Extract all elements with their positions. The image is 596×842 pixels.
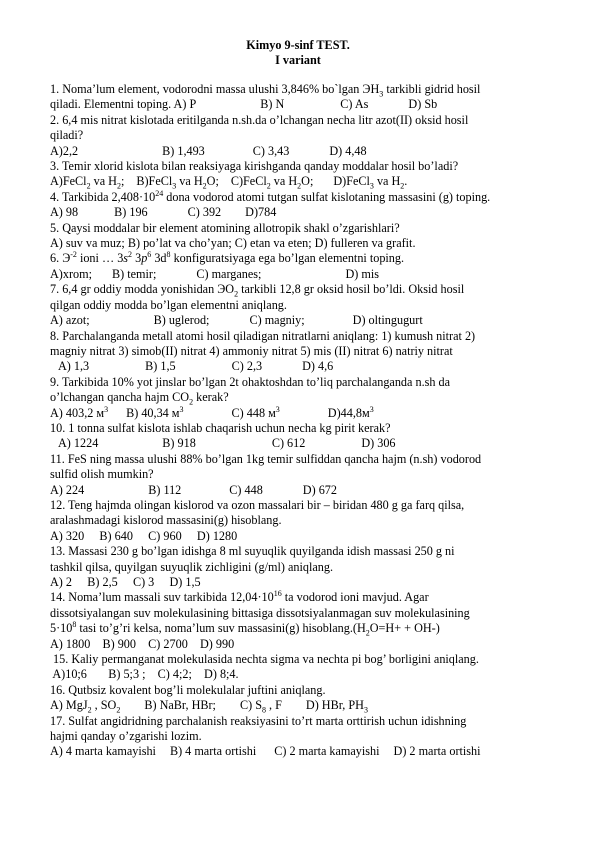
- question-6-options: A)xrom; B) temir; C) marganes; D) mis: [50, 266, 379, 281]
- question-7-text-cont: qilgan oddiy modda bo’lgan elementni aniqlang.: [50, 297, 287, 312]
- question-17-options: A) 4 marta kamayishi B) 4 marta ortishi C) 2 marta kamayishi D) 2 marta ortishi: [50, 744, 481, 759]
- question-12-options: A) 320 B) 640 C) 960 D) 1280: [50, 528, 238, 543]
- question-14-text-cont2: $5\cdot 10^8$ tasi to’g’ri kelsa, noma’lum suv massasini(g) $hisoblang.(H_2O=H+ + OH-)$: [50, 620, 440, 638]
- question-16-options: A) MgJ$_2$ , $SO_2$ B) NaBr, HBr; C) $S_8$ , F D) HBr, $PH_3$: [50, 698, 368, 715]
- question-4-text: 4. Tarkibida $2,408\cdot 10^{24}$ dona vodorod atomi tutgan sulfat kislotaning massasini (g) toping.: [50, 188, 491, 204]
- question-9-text-cont: o’lchangan qancha hajm $CO_2$ kerak?: [50, 390, 229, 407]
- variant-label: I variant: [275, 53, 321, 67]
- page-title: Kimyo 9-sinf TEST.: [246, 38, 350, 52]
- question-11-options: A) 224 B) 112 C) 448 D) 672: [50, 482, 337, 497]
- question-3-text: 3. Temir xlorid kislota bilan reaksiyaga kirishganda qanday moddalar hosil bo’ladi?: [50, 159, 459, 174]
- question-14-options: A) 1800 B) 900 C) 2700 D) 990: [50, 636, 235, 651]
- question-12-text: 12. Teng hajmda olingan kislorod va ozon massalari bir – biridan 480 g ga farq qilsa,: [50, 497, 465, 512]
- question-14-text: 14. Noma’lum massali suv tarkibida $12,04\cdot 10^{16}$ ta vodorod ioni mavjud. Agar: [50, 589, 429, 605]
- question-15-options: A)10;6 B) 5;3 ; C) 4;2; D) 8;4.: [50, 667, 239, 682]
- question-17-text: 17. Sulfat angidridning parchalanish reaksiyasini to’rt marta orttirish uchun idishning: [50, 713, 467, 728]
- question-8-options: A) 1,3 B) 1,5 C) 2,3 D) 4,6: [58, 359, 334, 374]
- question-9-options: A) 403,2 $м^3$ B) 40,34 $м^3$ C) 448 $м^3$ $D)44,8м^3$: [50, 404, 374, 420]
- questions: [50, 82, 546, 760]
- question-1-text: 1. Noma’lum element, vodorodni massa ulushi 3,846% bo`lgan $ЭH_3$ tarkibli gidrid hosil: [50, 82, 481, 99]
- question-15-text: 15. Kaliy permanganat molekulasida nechta sigma va nechta pi bog’ borligini aniqlang.: [50, 652, 479, 667]
- question-6-text: 6. $Э^{-2}$ ioni … $3s^2$ $3p^6$ $3d^8$ konfiguratsiyaga ega bo’lgan elementni toping.: [50, 250, 405, 266]
- question-13-text-cont: tashkil qilsa, quyilgan suyuqlik zichligini (g/ml) aniqlang.: [50, 559, 333, 574]
- question-7-options: A) azot; B) uglerod; C) magniy; D) oltingugurt: [50, 313, 423, 328]
- question-14-text-cont: dissotsiyalangan suv molekulasining bittasiga dissotsiyalanmagan suv molekulasining: [50, 605, 470, 620]
- question-10-options: A) 1224 B) 918 C) 612 D) 306: [58, 436, 396, 451]
- question-7-text: 7. 6,4 gr oddiy modda yonishidan $ЭO_2$ tarkibli 12,8 gr oksid hosil bo’ldi. Oksid hosil: [50, 282, 465, 299]
- question-8-text-cont: magniy nitrat 3) simob(II) nitrat 4) ammoniy nitrat 5) mis (II) nitrat 6) natriy nitrat: [50, 343, 453, 358]
- question-13-text: 13. Massasi 230 g bo’lgan idishga 8 ml suyuqlik quyilganda idish massasi 250 g ni: [50, 544, 455, 559]
- question-5-text: 5. Qaysi moddalar bir element atomining allotropik shakl o’zgarishlari?: [50, 220, 400, 235]
- question-2-options: A)2,2 B) 1,493 C) 3,43 D) 4,48: [50, 143, 367, 158]
- test-header: [50, 38, 546, 68]
- question-10-text: 10. 1 tonna sulfat kislota ishlab chaqarish uchun necha kg pirit kerak?: [50, 420, 391, 435]
- question-1-options: qiladi. Elementni toping. A) P B) N C) As D) Sb: [50, 97, 438, 112]
- question-11-text-cont: sulfid olish mumkin?: [50, 467, 154, 482]
- question-3-options: A)FeCl$_2$ va $H_2$; B)FeCl$_3$ va $H_2O$; C)FeCl$_2$ va $H_2O$; D)FeCl$_3$ va $H_2$.: [50, 174, 408, 191]
- question-2-text-cont: qiladi?: [50, 128, 84, 143]
- question-12-text-cont: aralashmadagi kislorod massasini(g) hisoblang.: [50, 513, 282, 528]
- question-4-options: A) 98 B) 196 C) 392 D)784: [50, 205, 277, 220]
- question-8-text: 8. Parchalanganda metall atomi hosil qiladigan nitratlarni aniqlang: 1) kumush nitrat 2): [50, 328, 476, 343]
- question-9-text: 9. Tarkibida 10% yot jinslar bo’lgan 2t ohaktoshdan to’liq parchalanganda n.sh da: [50, 374, 450, 389]
- question-13-options: A) 2 B) 2,5 C) 3 D) 1,5: [50, 575, 201, 589]
- question-5-options: A) suv va muz; B) po’lat va cho’yan; C) etan va eten; D) fulleren va grafit.: [50, 236, 416, 251]
- question-11-text: 11. FeS ning massa ulushi 88% bo’lgan 1kg temir sulfiddan qancha hajm (n.sh) vodorod: [50, 451, 482, 466]
- question-2-text: 2. 6,4 mis nitrat kislotada eritilganda n.sh.da o’lchangan necha litr azot(II) oksid hosil: [50, 112, 469, 127]
- question-16-text: 16. Qutbsiz kovalent bog’li molekulalar juftini aniqlang.: [50, 682, 326, 697]
- question-17-text-cont: hajmi qanday o’zgarishi lozim.: [50, 729, 202, 744]
